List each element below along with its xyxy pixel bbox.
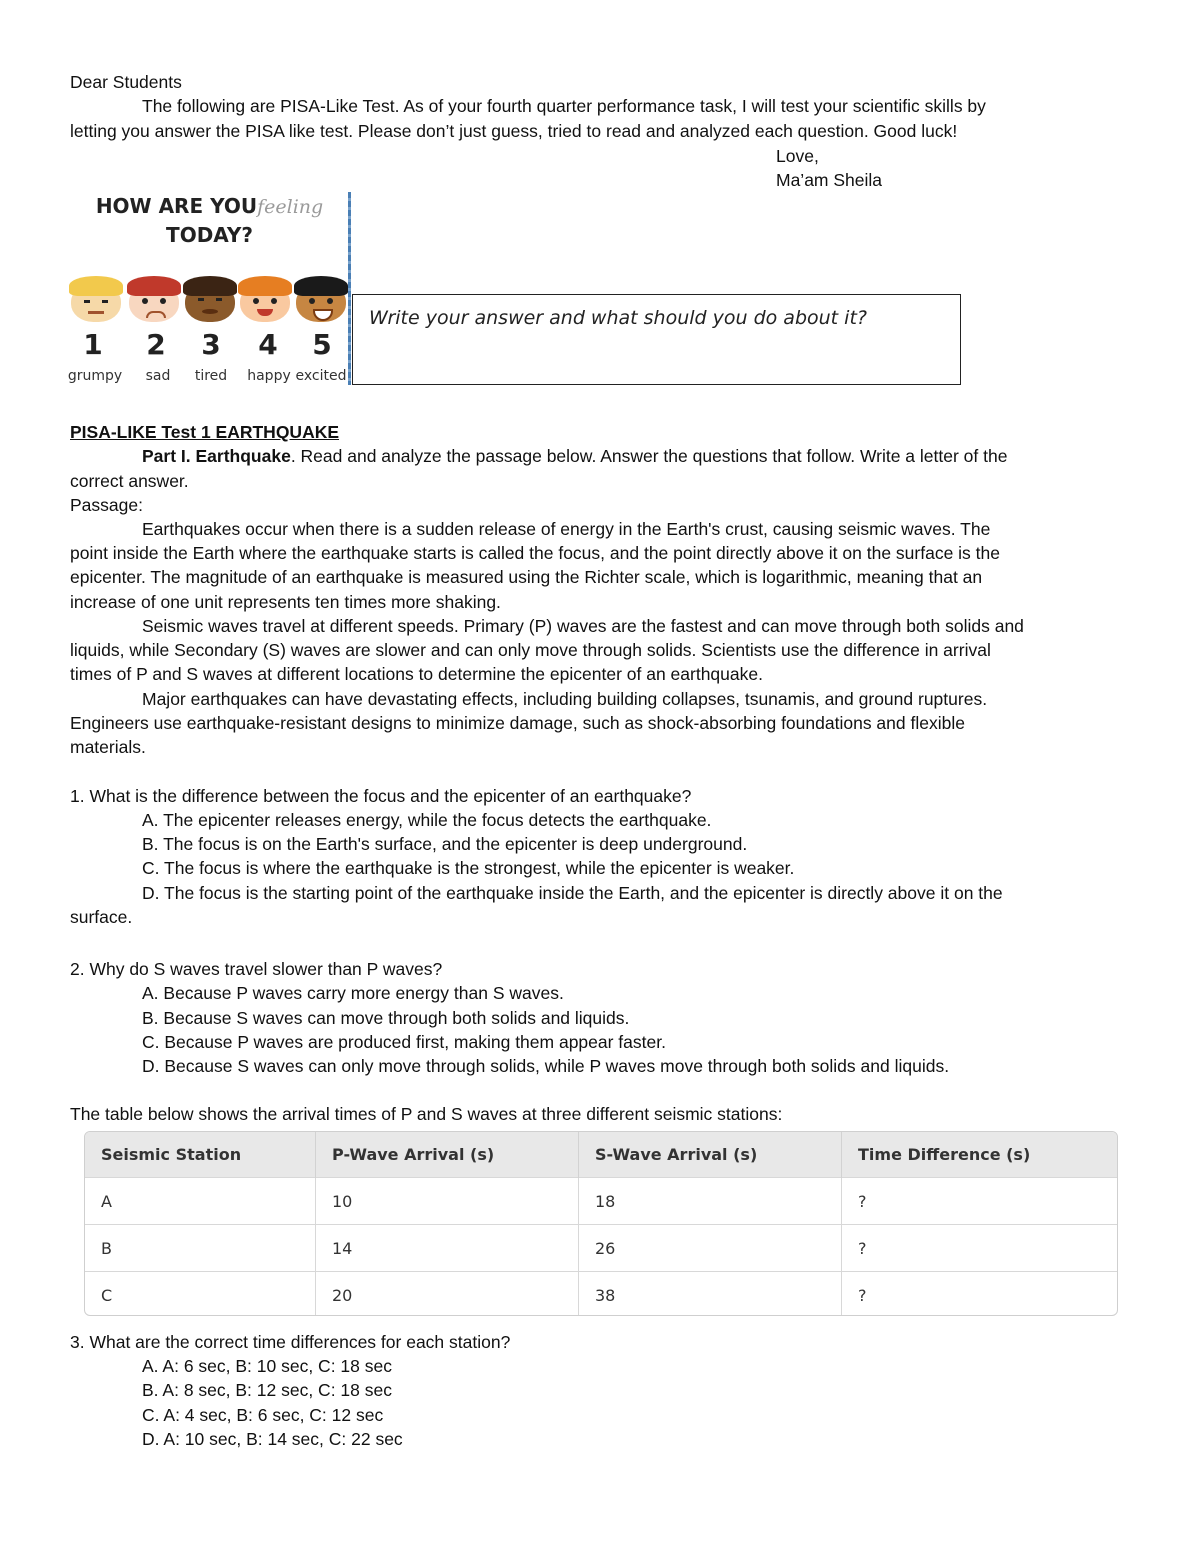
passage-line: point inside the Earth where the earthquake starts is called the focus, and the point directly above it on the surface is the [70,543,1000,563]
table-cell: 18 [579,1178,842,1225]
q2-option-d[interactable]: D. Because S waves can only move through solids, while P waves move through both solids and liquids. [142,1056,950,1076]
tired-face-icon [185,282,235,322]
table-cell: B [85,1225,316,1272]
table-row [85,1272,1117,1317]
scale-label-happy: happy [247,368,291,384]
question-2: 2. Why do S waves travel slower than P waves? [70,959,443,979]
passage-line: liquids, while Secondary (S) waves are slower and can only move through solids. Scientists use the difference in arrival [70,640,991,660]
answer-prompt: Write your answer and what should you do about it? [369,307,867,329]
greeting: Dear Students [70,72,182,92]
letter-closing: Love, [776,146,819,166]
column-header: Seismic Station [85,1132,316,1178]
table-row [85,1178,1117,1225]
table-header-row [85,1132,1117,1178]
excited-face-icon [296,282,346,322]
scale-label-sad: sad [145,368,171,384]
passage-line: times of P and S waves at different locations to determine the epicenter of an earthquake. [70,664,763,684]
q2-option-b[interactable]: B. Because S waves can move through both solids and liquids. [142,1008,630,1028]
q1-option-d[interactable]: D. The focus is the starting point of the earthquake inside the Earth, and the epicenter is directly above it on the [142,883,1003,903]
column-header: S-Wave Arrival (s) [579,1132,842,1178]
table-cell: ? [842,1225,1118,1272]
table-cell: 38 [579,1272,842,1317]
grumpy-face-icon [71,282,121,322]
question-1: 1. What is the difference between the focus and the epicenter of an earthquake? [70,786,692,806]
scale-number-3: 3 [201,328,221,361]
passage-line: Engineers use earthquake-resistant designs to minimize damage, such as shock-absorbing foundations and flexible [70,713,965,733]
passage-line: Earthquakes occur when there is a sudden release of energy in the Earth's crust, causing seismic waves. The [142,519,991,539]
feelings-title [72,192,347,249]
feelings-title-script: feeling [257,196,324,218]
test-title: PISA-LIKE Test 1 EARTHQUAKE [70,422,340,442]
q3-option-d[interactable]: D. A: 10 sec, B: 14 sec, C: 22 sec [142,1429,403,1449]
scale-number-2: 2 [146,328,166,361]
table-cell: 10 [316,1178,579,1225]
q3-option-b[interactable]: B. A: 8 sec, B: 12 sec, C: 18 sec [142,1380,392,1400]
sad-face-icon [129,282,179,322]
table-cell: A [85,1178,316,1225]
scale-number-1: 1 [83,328,103,361]
q1-option-a[interactable]: A. The epicenter releases energy, while the focus detects the earthquake. [142,810,712,830]
passage-line: epicenter. The magnitude of an earthquake is measured using the Richter scale, which is logarithmic, meaning that an [70,567,983,587]
feelings-answer-box[interactable] [352,294,961,385]
scale-label-excited: excited [295,368,347,384]
scale-label-grumpy: grumpy [67,368,123,384]
feelings-title-part1: HOW ARE YOU [95,194,258,218]
q1-option-c[interactable]: C. The focus is where the earthquake is the strongest, while the epicenter is weaker. [142,858,795,878]
q2-option-a[interactable]: A. Because P waves carry more energy than S waves. [142,983,564,1003]
column-header: P-Wave Arrival (s) [316,1132,579,1178]
passage-line: increase of one unit represents ten times more shaking. [70,592,501,612]
passage-line: materials. [70,737,146,757]
letter-signature: Ma’am Sheila [776,170,883,190]
instructions [142,446,1007,467]
happy-face-icon [240,282,290,322]
column-header: Time Difference (s) [842,1132,1118,1178]
passage-line: Major earthquakes can have devastating effects, including building collapses, tsunamis, and ground ruptures. [142,689,988,709]
part-label: Part I. Earthquake [142,446,291,466]
table-cell: 20 [316,1272,579,1317]
table-cell: ? [842,1272,1118,1317]
question-3: 3. What are the correct time differences for each station? [70,1332,511,1352]
scale-number-4: 4 [258,328,278,361]
table-cell: ? [842,1178,1118,1225]
passage-line: Seismic waves travel at different speeds. Primary (P) waves are the fastest and can move through both solids and [142,616,1024,636]
q1-option-d-cont: surface. [70,907,133,927]
q2-option-c[interactable]: C. Because P waves are produced first, making them appear faster. [142,1032,666,1052]
table-cell: C [85,1272,316,1317]
divider-rule [348,192,351,385]
instructions-text: . Read and analyze the passage below. Answer the questions that follow. Write a letter of the [290,446,1008,466]
q3-option-a[interactable]: A. A: 6 sec, B: 10 sec, C: 18 sec [142,1356,392,1376]
feelings-title-part2: TODAY? [166,223,253,247]
table-row [85,1225,1117,1272]
seismic-table [84,1131,1118,1316]
letter-body-line1: The following are PISA-Like Test. As of your fourth quarter performance task, I will test your scientific skills by [142,96,986,116]
q3-option-c[interactable]: C. A: 4 sec, B: 6 sec, C: 12 sec [142,1405,384,1425]
letter-body-line2: letting you answer the PISA like test. Please don’t just guess, tried to read and analyzed each question. Good luck! [70,121,958,141]
q1-option-b[interactable]: B. The focus is on the Earth's surface, and the epicenter is deep underground. [142,834,748,854]
scale-label-tired: tired [194,368,228,384]
instructions-line2: correct answer. [70,471,189,491]
passage-label: Passage: [70,495,143,515]
table-intro: The table below shows the arrival times of P and S waves at three different seismic stations: [70,1104,783,1124]
table-cell: 14 [316,1225,579,1272]
scale-number-5: 5 [312,328,332,361]
table-cell: 26 [579,1225,842,1272]
